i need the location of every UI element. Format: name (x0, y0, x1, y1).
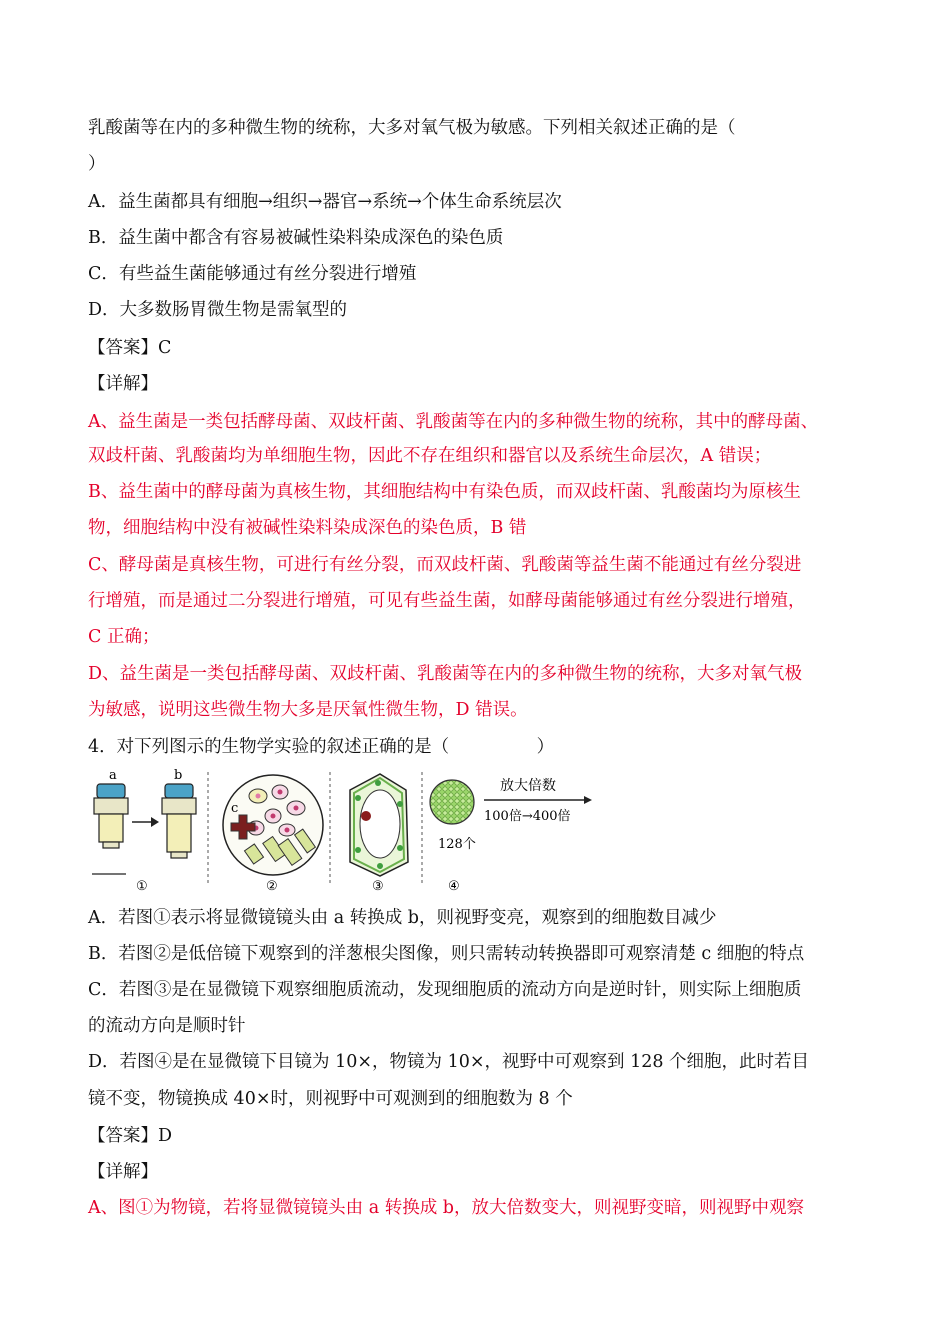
q4-detail-line: A、图①为物镜，若将显微镜镜头由 a 转换成 b，放大倍数变大，则视野变暗，则视野中观察 (88, 1198, 804, 1218)
caption-1: ① (136, 879, 148, 894)
q3-option-c: C．有些益生菌能够通过有丝分裂进行增殖 (88, 264, 417, 284)
q3-detail-line: A、益生菌是一类包括酵母菌、双歧杆菌、乳酸菌等在内的多种微生物的统称，其中的酵母菌、 (88, 412, 819, 432)
q3-answer: 【答案】C (88, 338, 172, 358)
objective-lens-b (162, 784, 196, 858)
q3-detail-line: 物，细胞结构中没有被碱性染料染成深色的染色质，B 错 (88, 518, 527, 538)
q3-detail-line: 行增殖，而是通过二分裂进行增殖，可见有些益生菌，如酵母菌能够通过有丝分裂进行增殖， (88, 591, 806, 611)
q4-option-d: D．若图④是在显微镜下目镜为 10×，物镜为 10×，视野中可观察到 128 个细胞，此时若目 (88, 1052, 810, 1072)
q3-detail-line: C 正确； (88, 627, 160, 647)
q3-option-a: A．益生菌都具有细胞→组织→器官→系统→个体生命系统层次 (88, 192, 562, 212)
q3-option-d: D．大多数肠胃微生物是需氧型的 (88, 300, 348, 320)
q4-option-b: B．若图②是低倍镜下观察到的洋葱根尖图像，则只需转动转换器即可观察清楚 c 细胞的特点 (88, 944, 805, 964)
q3-detail-line: B、益生菌中的酵母菌为真核生物，其细胞结构中有染色质，而双歧杆菌、乳酸菌均为原核生 (88, 482, 801, 502)
caption-2: ② (266, 879, 278, 894)
q3-detail-line: 为敏感，说明这些微生物大多是厌氧性微生物，D 错误。 (88, 700, 528, 720)
q3-option-b: B．益生菌中都含有容易被碱性染料染成深色的染色质 (88, 228, 504, 248)
label-c: c (231, 801, 239, 816)
caption-4: ④ (448, 879, 460, 894)
q3-detail-line: 双歧杆菌、乳酸菌均为单细胞生物，因此不存在组织和器官以及系统生命层次，A 错误； (88, 446, 772, 466)
plant-cell (350, 774, 408, 876)
q4-figure (88, 768, 608, 896)
q4-answer: 【答案】D (88, 1126, 173, 1146)
arrow-icon (132, 817, 159, 827)
q3-stem-line1: 乳酸菌等在内的多种微生物的统称，大多对氧气极为敏感。下列相关叙述正确的是（ (88, 118, 736, 138)
q4-option-c-cont: 的流动方向是顺时针 (88, 1016, 246, 1036)
magnify-arrow-icon (484, 796, 592, 804)
magnify-title: 放大倍数 (500, 778, 556, 794)
root-tip-view (223, 775, 323, 875)
cell-field-view (430, 780, 474, 824)
caption-3: ③ (372, 879, 384, 894)
q3-detail-label: 【详解】 (88, 374, 158, 394)
q4-option-a: A．若图①表示将显微镜镜头由 a 转换成 b，则视野变亮，观察到的细胞数目减少 (88, 908, 717, 928)
magnify-range: 100倍→400倍 (484, 809, 571, 824)
q3-detail-line: C、酵母菌是真核生物，可进行有丝分裂，而双歧杆菌、乳酸菌等益生菌不能通过有丝分裂进 (88, 555, 802, 575)
q4-detail-label: 【详解】 (88, 1162, 158, 1182)
label-b: b (174, 768, 183, 783)
cell-count-label: 128个 (438, 837, 476, 852)
q4-option-d-cont: 镜不变，物镜换成 40×时，则视野中可观测到的细胞数为 8 个 (88, 1089, 573, 1109)
q4-option-c: C．若图③是在显微镜下观察细胞质流动，发现细胞质的流动方向是逆时针，则实际上细胞质 (88, 980, 802, 1000)
q3-stem-line2: ） (88, 154, 106, 174)
label-a: a (109, 768, 117, 783)
objective-lens-a (94, 784, 128, 848)
q3-detail-line: D、益生菌是一类包括酵母菌、双歧杆菌、乳酸菌等在内的多种微生物的统称，大多对氧气极 (88, 664, 803, 684)
q4-stem: 4．对下列图示的生物学实验的叙述正确的是（ ） (88, 737, 555, 757)
